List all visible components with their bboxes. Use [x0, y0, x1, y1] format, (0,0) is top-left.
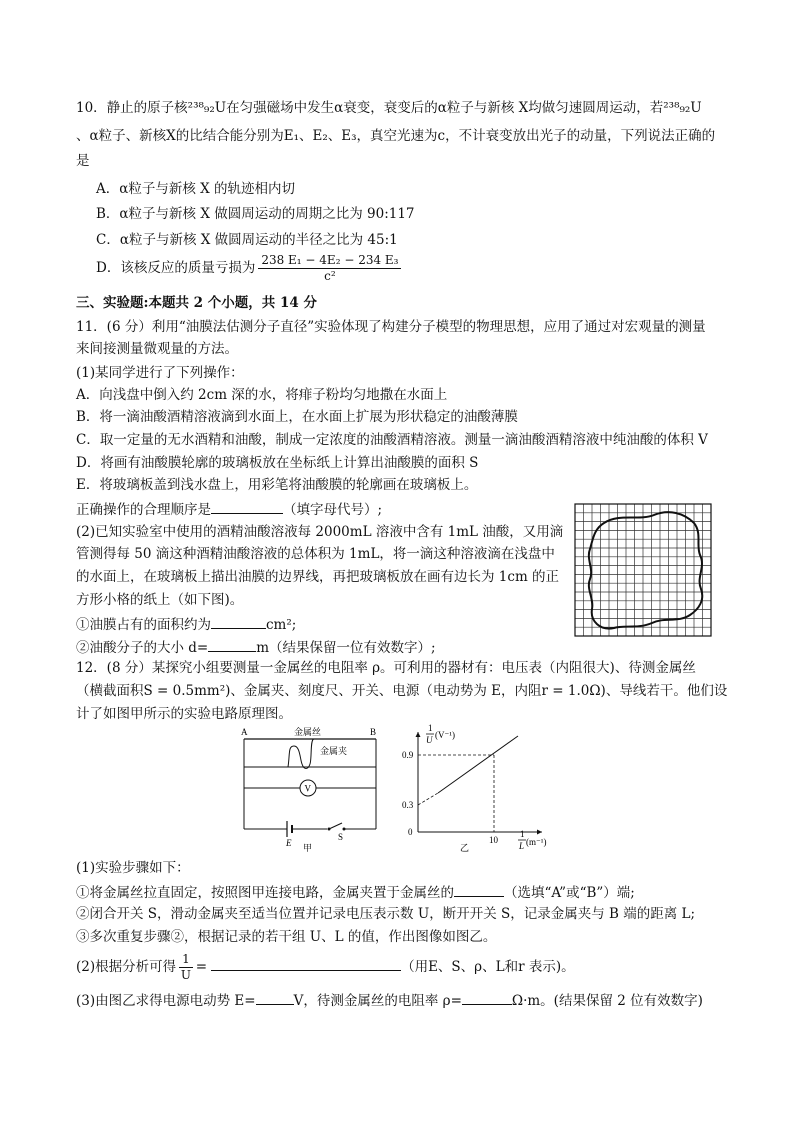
data-line	[438, 736, 518, 793]
q11-stem-line1: 11．(6 分）利用“油膜法估测分子直径”实验体现了构建分子模型的物理思想，应用了通过对宏观量的测量	[76, 319, 706, 335]
label-b: B	[370, 727, 377, 737]
q12-step3-number: ③	[76, 929, 90, 945]
q10-stem-line2: 、α粒子、新核X的比结合能分别为E₁、E₂、E₃，真空光速为c，不计衰变放出光子的动量，下列说法正确的	[76, 128, 716, 144]
q12-step3	[76, 928, 496, 946]
q12-part2	[76, 950, 575, 984]
q11-step-a: A．向浅盘中倒入约 2cm 深的水，将痱子粉均匀地撒在水面上	[76, 387, 448, 403]
q12-stem-line2: （横截面积S = 0.5mm²)、金属夹、刻度尺、开关、电源（电动势为 E，内阻r = 1.0Ω)、导线若干。他们设	[76, 683, 728, 699]
q12-part3-mid: V，待测金属丝的电阻率 ρ=	[293, 993, 462, 1009]
q11-order-prefix: 正确操作的合理顺序是	[76, 502, 211, 518]
extrapolated-line	[418, 793, 438, 805]
q11-subq1-number: ①	[76, 617, 90, 633]
q12-part2-suffix: （用E、S、ρ、L和r 表示)。	[401, 959, 575, 975]
q11-order-line	[76, 499, 382, 519]
q12-step3-text: 多次重复步骤②，根据记录的若干组 U、L 的值，作出图像如图乙。	[89, 929, 497, 945]
q12-part1-title: (1)实验步骤如下：	[76, 860, 190, 876]
label-switch: S	[338, 832, 344, 842]
y-label-num: 1	[428, 724, 433, 733]
x-label-den: L	[519, 841, 525, 851]
q11-order-suffix: （填字母代号）;	[283, 502, 383, 518]
q12-part2-equals: =	[195, 959, 208, 975]
q12-part2-prefix: (2)根据分析可得	[76, 959, 177, 975]
q11-part2-line4: 方形小格的纸上（如下图)。	[76, 592, 244, 608]
grid-lines	[575, 504, 711, 636]
label-wire: 金属丝	[294, 727, 322, 737]
section-3-heading: 三、实验题:本题共 2 个小题，共 14 分	[76, 295, 317, 311]
switch-blade	[329, 823, 342, 829]
q12-step1	[76, 882, 635, 902]
q11-area-blank	[211, 614, 266, 629]
y-label-unit: (V⁻¹)	[435, 730, 455, 740]
x-label-num: 1	[520, 829, 525, 839]
q11-diameter-blank	[208, 637, 256, 652]
q12-emf-blank	[256, 990, 294, 1005]
q12-step1-suffix: （选填“A”或“B”）端;	[504, 885, 635, 901]
q11-subq1-suffix: cm²;	[266, 617, 297, 633]
q11-subq2-prefix: 油酸分子的大小 d=	[89, 640, 209, 656]
q12-step1-number: ①	[76, 885, 90, 901]
q11-part2-line3: 的水面上，在玻璃板上描出油膜的边界线，再把玻璃板放在画有边长为 1cm 的正	[76, 569, 560, 585]
q12-end-blank	[454, 882, 504, 897]
q11-part1-title: (1)某同学进行了下列操作：	[76, 365, 244, 381]
q11-step-c: C．取一定量的无水酒精和油酸，制成一定浓度的油酸酒精溶液。测量一滴油酸酒精溶液中纯油酸的体积 V	[76, 432, 708, 448]
label-a: A	[241, 727, 248, 737]
q11-part2-line1: (2)已知实验室中使用的酒精油酸溶液每 2000mL 溶液中含有 1mL 油酸，又用滴	[76, 524, 564, 540]
q10-option-d-prefix: D．该核反应的质量亏损为	[96, 260, 256, 276]
graph-inverse-u-vs-inverse-l	[392, 724, 552, 854]
q11-subq1	[76, 614, 296, 634]
q10-option-c: C．α粒子与新核 X 做圆周运动的半径之比为 45:1	[96, 232, 398, 248]
label-emf: E	[286, 838, 292, 848]
q10-option-b: B．α粒子与新核 X 做圆周运动的周期之比为 90:117	[96, 206, 415, 222]
circuit-caption: 甲	[303, 843, 313, 853]
label-voltmeter: V	[304, 783, 311, 794]
y-tick-0-9: 0.9	[402, 750, 414, 760]
q12-step1-prefix: 将金属丝拉直固定，按照图甲连接电路，金属夹置于金属丝的	[89, 885, 454, 901]
q12-step2	[76, 905, 695, 923]
q12-part3-suffix: Ω·m。(结果保留 2 位有效数字)	[511, 993, 703, 1009]
q12-part3	[76, 990, 703, 1010]
y-tick-0-3: 0.3	[402, 800, 414, 810]
q11-subq2-suffix: m（结果保留一位有效数字）;	[256, 640, 436, 656]
q10-option-d	[96, 252, 404, 284]
q11-stem-line2: 来间接测量微观量的方法。	[76, 341, 238, 357]
x-label-unit: (m⁻¹)	[526, 837, 547, 847]
q12-step2-number: ②	[76, 906, 90, 922]
q12-expression-blank	[211, 956, 401, 971]
q10-option-a: A．α粒子与新核 X 的轨迹相内切	[96, 181, 296, 197]
label-clip: 金属夹	[320, 746, 348, 756]
q12-part2-frac-den: U	[180, 968, 191, 982]
q11-subq2-number: ②	[76, 640, 90, 656]
q10-option-d-fraction	[258, 253, 401, 284]
q11-subq1-prefix: 油膜占有的面积约为	[89, 617, 211, 633]
q12-stem-line1: 12．(8 分）某探究小组要测量一金属丝的电阻率 ρ。可利用的器材有：电压表（内阻很大)、待测金属丝	[76, 660, 696, 676]
q10-stem-line3: 是	[76, 153, 90, 169]
q11-part2-line2: 管测得每 50 滴这种酒精油酸溶液的总体积为 1mL，将一滴这种溶液滴在浅盘中	[76, 546, 555, 562]
q12-step2-text: 闭合开关 S，滑动金属夹至适当位置并记录电压表示数 U，断开开关 S，记录金属夹与 B 端的距离 L;	[89, 906, 696, 922]
q12-part3-prefix: (3)由图乙求得电源电动势 E=	[76, 993, 256, 1009]
q11-step-b: B．将一滴油酸酒精溶液滴到水面上，在水面上扩展为形状稳定的油酸薄膜	[76, 409, 518, 425]
q12-part2-frac-num: 1	[179, 952, 193, 968]
q12-stem-line3: 计了如图甲所示的实验电路原理图。	[76, 706, 292, 722]
q11-step-e: E．将玻璃板盖到浅水盘上，用彩笔将油酸膜的轮廓画在玻璃板上。	[76, 477, 478, 493]
q10-stem-line1: 10．静止的原子核²³⁸₉₂U在匀强磁场中发生α衰变，衰变后的α粒子与新核 X均做匀速圆周运动，若²³⁸₉₂U	[76, 100, 702, 116]
y-label-den: U	[426, 735, 433, 745]
q11-order-blank	[211, 499, 283, 514]
x-tick-10: 10	[489, 835, 498, 845]
oil-film-grid-figure	[574, 503, 714, 639]
clip-wire	[284, 739, 314, 769]
q10-option-d-denominator: c²	[324, 269, 336, 283]
origin-label: 0	[408, 827, 413, 837]
graph-caption: 乙	[460, 843, 470, 853]
q10-option-d-numerator: 238 E₁ − 4E₂ − 234 E₃	[258, 253, 401, 269]
q11-step-d: D．将画有油酸膜轮廓的玻璃板放在坐标纸上计算出油酸膜的面积 S	[76, 455, 479, 471]
circuit-diagram	[232, 724, 392, 854]
q11-subq2	[76, 637, 436, 657]
q12-resistivity-blank	[462, 990, 512, 1005]
q12-part2-fraction	[179, 952, 193, 983]
